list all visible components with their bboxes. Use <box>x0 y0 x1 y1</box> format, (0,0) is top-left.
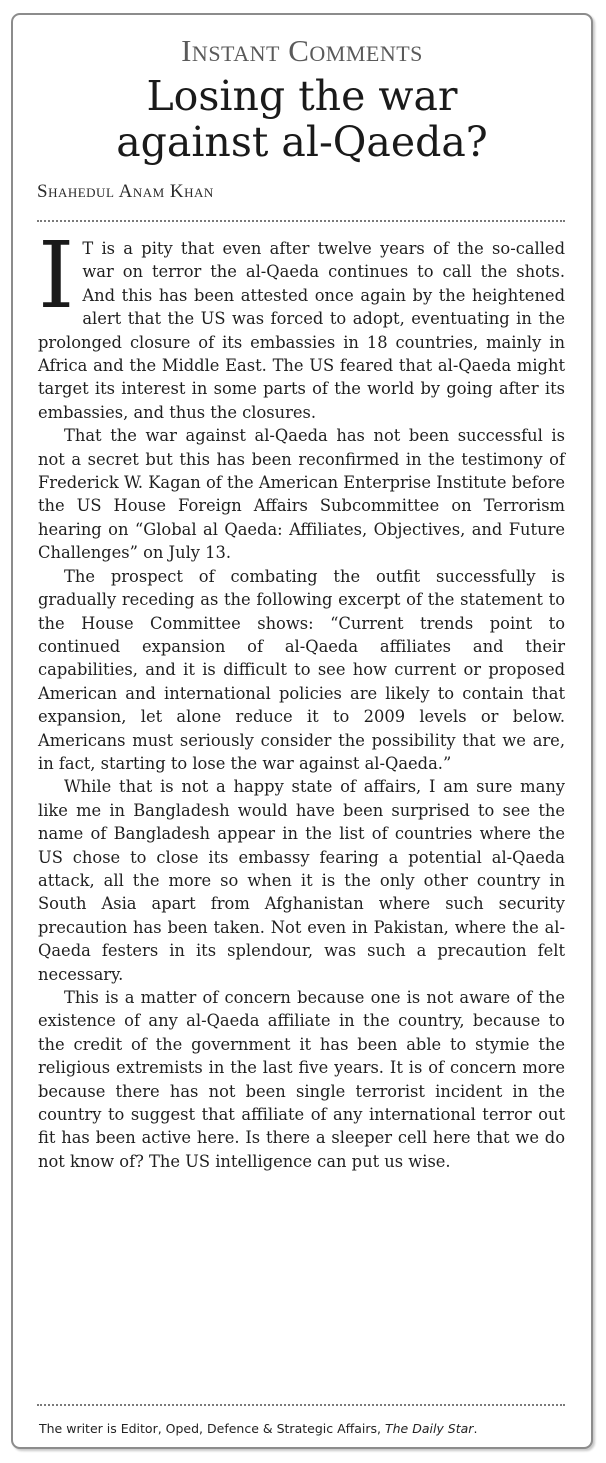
author-note <box>39 1421 477 1436</box>
author-note-text: The writer is Editor, Oped, Defence & Strategic Affairs, <box>39 1421 385 1436</box>
headline <box>13 73 591 165</box>
publication-name: The Daily Star <box>384 1421 474 1436</box>
section-kicker: Instant Comments <box>181 33 423 68</box>
author-note-end: . <box>473 1421 478 1436</box>
paragraph-5: This is a matter of concern because one is not aware of the existence of any al-Qaeda affiliate in the country, because to the credit of the government it has been able to stymie the religious extremists in the last five years. It is of concern more because there has not been single terrorist incident in the country to suggest that affiliate of any international terror out fit has been active here. Is there a sleeper cell here that we do not know of? The US intelligence can put us wise. <box>38 988 565 1171</box>
paragraph-4: While that is not a happy state of affairs, I am sure many like me in Bangladesh would have been surprised to see the name of Bangladesh appear in the list of countries where the US chose to close its embassy fearing a potential al-Qaeda attack, all the more so when it is the only other country in South Asia apart from Afghanistan where such security precaution has been taken. Not even in Pakistan, where the al-Qaeda festers in its splendour, was such a precaution felt necessary. <box>38 777 565 984</box>
article-body <box>38 222 565 1173</box>
bottom-divider <box>37 1404 565 1406</box>
headline-line-2: against al-Qaeda? <box>116 118 488 166</box>
byline: Shahedul Anam Khan <box>37 181 214 202</box>
paragraph-1 <box>38 222 565 424</box>
drop-cap: I <box>38 222 75 329</box>
paragraph-3: The prospect of combating the outfit successfully is gradually receding as the following excerpt of the statement to the House Committee shows: “Current trends point to continued expansion of al-Qaeda affiliates and their capabilities, and it is difficult to see how current or proposed American and international policies are likely to contain that expansion, let alone reduce it to 2009 levels or below. Americans must seriously consider the possibility that we are, in fact, starting to lose the war against al-Qaeda.” <box>38 566 565 773</box>
top-divider <box>37 220 565 222</box>
paragraph-1-text: T is a pity that even after twelve years of the so-called war on terror the al-Qaeda continues to call the shots. And this has been attested once again by the heightened alert that the US was forced to adopt, eventuating in the prolonged closure of its embassies in 18 countries, mainly in Africa and the Middle East. The US feared that al-Qaeda might target its interest in some parts of the world by going after its embassies, and thus the closures. <box>38 239 565 422</box>
headline-line-1: Losing the war <box>146 72 458 120</box>
article-frame <box>11 13 593 1449</box>
paragraph-2: That the war against al-Qaeda has not been successful is not a secret but this has been reconfirmed in the testimony of Frederick W. Kagan of the American Enterprise Institute before the US House Foreign Affairs Subcommittee on Terrorism hearing on “Global al Qaeda: Affiliates, Objectives, and Future Challenges” on July 13. <box>38 426 565 563</box>
